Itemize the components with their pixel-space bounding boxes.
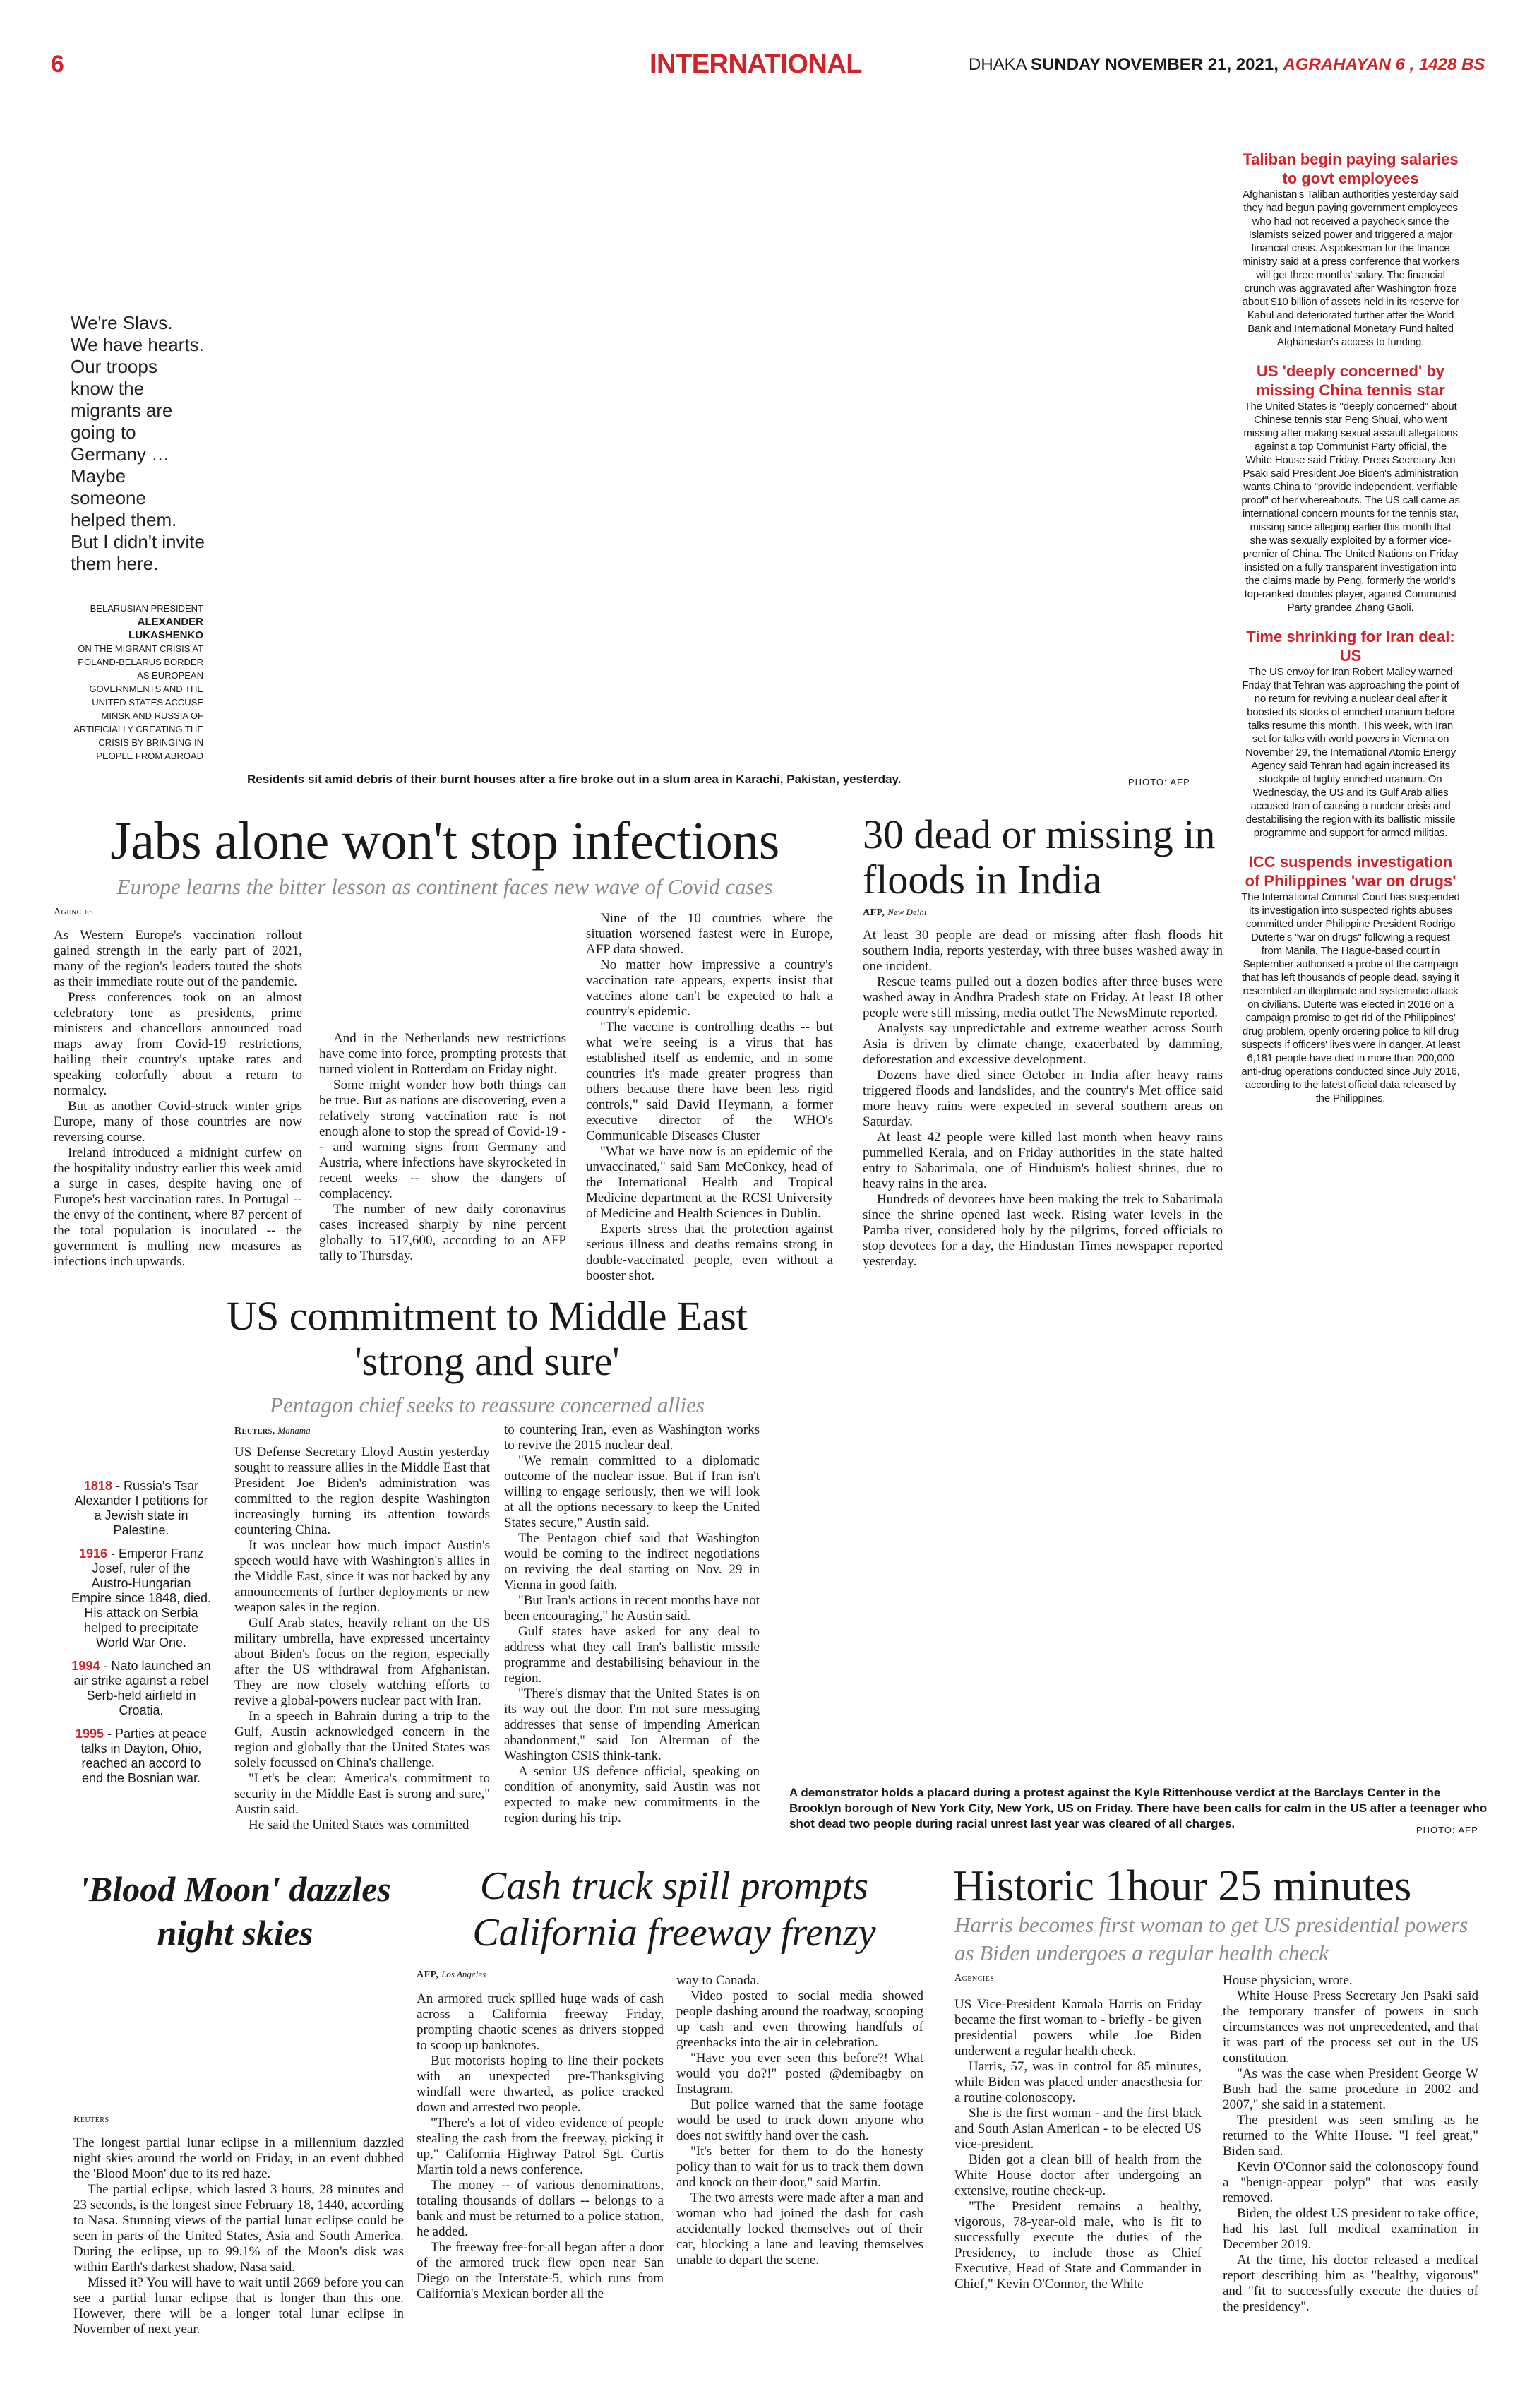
harris-headline: Historic 1hour 25 minutes: [953, 1862, 1412, 1910]
paragraph: And in the Netherlands new restrictions have come into force, prompting protests that turned violent in Rotterdam on Friday night.: [319, 1031, 566, 1077]
paragraph: The Pentagon chief said that Washington would be coming to the indirect negotiations on reviving the deal starting on Nov. 29 in Vienna in good faith.: [504, 1531, 760, 1592]
paragraph: The president was seen smiling as he returned to the White House. "I feel great," Biden said.: [1223, 2113, 1478, 2159]
floods-agency: AFP,: [863, 907, 885, 918]
jabs-col2: [319, 1031, 566, 1264]
paragraph: Gulf Arab states, heavily reliant on the US military umbrella, have expressed uncertainty about Biden's focus on the region, especially after the US withdrawal from Afghanistan. They are now closely watching efforts to revive a global-powers nuclear pact with Iran.: [234, 1616, 490, 1708]
paragraph: "It's better for them to do the honesty policy than to wait for us to track them down and knock on their door," said Martin.: [676, 2144, 923, 2190]
paragraph: "There's dismay that the United States is on its way out the door. I'm not sure messaging addresses that sense of impending American abandonment," said Jon Alterman of the Washington CSIS think-tank.: [504, 1686, 760, 1763]
cash-col1: [417, 1991, 664, 2302]
us-mideast-headline: US commitment to Middle East 'strong and sure': [227, 1293, 748, 1384]
paragraph: Gulf states have asked for any deal to address what they call Iran's ballistic missile programme and destabilising behaviour in the region.: [504, 1624, 760, 1686]
paragraph: In a speech in Bahrain during a trip to the Gulf, Austin acknowledged concern in the region and globally that the United States was solely focussed on China's challenge.: [234, 1709, 490, 1770]
timeline-year: 1994: [71, 1659, 100, 1673]
brief-text: The International Criminal Court has suspended its investigation into suspected rights abuses committed under Philippine President Rodrigo Duterte's "war on drugs" following a request from Manila. The Hague-based court in September authorised a probe of the campaign that has left thousands of people dead, saying it resembled an illegitimate and systematic attack on civilians. Duterte was elected in 2016 on a campaign promise to get rid of the Philippines' drug problem, openly ordering police to kill drug suspects if officers' lives were in danger. At least 6,181 people have died in more than 200,000 anti-drug operations conducted since July 2016, according to the latest official data released by the Philippines.: [1241, 891, 1460, 1104]
paragraph: He said the United States was committed: [249, 1818, 469, 1832]
paragraph: Harris, 57, was in control for 85 minutes, while Biden was placed under anaesthesia for a routine colonoscopy.: [954, 2059, 1202, 2105]
section-title: INTERNATIONAL: [650, 49, 862, 79]
paragraph: Biden got a clean bill of health from the White House doctor after undergoing an extensive, routine check-up.: [954, 2152, 1202, 2198]
news-briefs-column: [1241, 150, 1460, 1118]
dateline-city: DHAKA: [969, 55, 1027, 74]
harris-col1: [954, 1997, 1202, 2292]
paragraph: US Defense Secretary Lloyd Austin yesterday sought to reassure allies in the Middle East that President Joe Biden's administration was committed to the region despite Washington increasingly turning its attention towards countering China.: [234, 1445, 490, 1537]
brief-taliban: [1241, 150, 1460, 349]
paragraph: The two arrests were made after a man and woman who had joined the dash for cash accidentally locked themselves out of their car, blocking a lane and leaving themselves unable to depart the scene.: [676, 2191, 923, 2267]
jabs-headline: Jabs alone won't stop infections: [110, 811, 779, 871]
jabs-subhead: Europe learns the bitter lesson as continent faces new wave of Covid cases: [116, 874, 773, 899]
paragraph: But as another Covid-struck winter grips Europe, many of those countries are now reversing course.: [54, 1099, 302, 1145]
cash-headline: Cash truck spill prompts California freeway frenzy: [472, 1864, 876, 1955]
cash-agency: AFP,: [417, 1969, 439, 1980]
paragraph: Nine of the 10 countries where the situation worsened fastest were in Europe, AFP data showed.: [586, 911, 833, 957]
brief-text: Afghanistan's Taliban authorities yesterday said they had begun paying government employees who had not received a paycheck since the Islamists seized power and triggered a major financial crisis. A spokesman for the finance ministry said at a press conference that workers will get three months' salary. The financial crunch was aggravated after Washington froze about $10 billion of assets held in its reserve for Kabul and deteriorated further after the World Bank and International Monetary Fund halted Afghanistan's access to funding.: [1241, 189, 1460, 348]
moon-agency: Reuters: [73, 2114, 109, 2125]
paragraph: Kevin O'Connor said the colonoscopy found a "benign-appear polyp" that was easily removed.: [1223, 2159, 1478, 2205]
timeline-item: [71, 1659, 212, 1718]
quote-attrib-context: ON THE MIGRANT CRISIS AT POLAND-BELARUS BORDER AS EUROPEAN GOVERNMENTS AND THE UNITED STATES ACCUSE MINSK AND RUSSIA OF ARTIFICIALLY CREATING THE CRISIS BY BRINGING IN PEOPLE FROM ABROAD: [73, 643, 203, 761]
brief-headline: Time shrinking for Iran deal: US: [1246, 628, 1455, 664]
floods-headline: 30 dead or missing in floods in India: [863, 811, 1216, 902]
paragraph: But motorists hoping to line their pockets with an unexpected pre-Thanksgiving windfall were thwarted, as police cracked down and arrested two people.: [417, 2054, 664, 2115]
floods-body: [863, 928, 1223, 1270]
paragraph: White House Press Secretary Jen Psaki said the temporary transfer of powers in such circumstances was not unprecedented, and that it was part of the process set out in the US constitution.: [1223, 1989, 1478, 2066]
paragraph: The number of new daily coronavirus cases increased sharply by nine percent globally to 517,600, according to an AFP tally to Thursday.: [319, 1202, 566, 1263]
timeline-year: 1818: [83, 1479, 112, 1493]
cash-col2: [676, 1973, 923, 2268]
quote-attrib-name: ALEXANDER LUKASHENKO: [128, 616, 203, 641]
us-mideast-location: Manama: [277, 1425, 311, 1436]
cash-location: Los Angeles: [441, 1969, 486, 1979]
brief-peng-shuai: [1241, 362, 1460, 614]
brief-iran: [1241, 627, 1460, 840]
paragraph: The freeway free-for-all began after a door of the armored truck flew open near San Diego on the Interstate-5, which runs from California's Mexican border all the: [417, 2240, 664, 2301]
paragraph: But police warned that the same footage would be used to track down anyone who does not swiftly hand over the cash.: [676, 2097, 923, 2143]
harris-col2: [1223, 1973, 1478, 2315]
paragraph: Press conferences took on an almost celebratory tone as presidents, prime ministers and chancellors announced road maps away from Covid-19 restrictions, hailing their country's uptake rates and speaking colorfully about a return to normalcy.: [54, 990, 302, 1098]
timeline-item: [71, 1546, 212, 1650]
floods-location: New Delhi: [887, 907, 927, 917]
paragraph: "What we have now is an epidemic of the unvaccinated," said Sam McConkey, head of the International Health and Tropical Medicine department at the RCSI University of Medicine and Health Sciences in Dublin.: [586, 1144, 833, 1221]
harris-agency: Agencies: [954, 1973, 995, 1984]
paragraph: "But Iran's actions in recent months have not been encouraging," he Austin said.: [504, 1593, 760, 1623]
photo-caption-protest: A demonstrator holds a placard during a protest against the Kyle Rittenhouse verdict at the Barclays Center in the Brooklyn borough of New York City, New York, US on Friday. There have been calls for calm in the US after a teenager who shot dead two people during racial unrest last year was cleared of all charges.: [789, 1786, 1488, 1830]
paragraph: "The vaccine is controlling deaths -- but what we're seeing is a virus that has established itself as endemic, and in some countries it's made greater progress than others because there have been less rigid controls," said David Heymann, a former executive director of the WHO's Communicable Diseases Cluster: [586, 1020, 833, 1143]
photo-protest: [784, 1285, 1490, 1780]
paragraph: "We remain committed to a diplomatic outcome of the nuclear issue. But if Iran isn't willing to engage seriously, then we will look at all the options necessary to keep the United States secure," Austin said.: [504, 1453, 760, 1530]
paragraph: At the time, his doctor released a medical report describing him as "healthy, vigorous" and "fit to successfully execute the duties of the presidency".: [1223, 2253, 1478, 2314]
page-number: 6: [51, 51, 64, 78]
floods-byline: [863, 907, 926, 919]
brief-headline: Taliban begin paying salaries to govt employees: [1243, 150, 1459, 187]
paragraph: "Have you ever seen this before?! What would you do?!" posted @demibagby on Instagram.: [676, 2051, 923, 2097]
paragraph: way to Canada.: [676, 1973, 760, 1988]
timeline-text: - Nato launched an air strike against a rebel Serb-held airfield in Croatia.: [73, 1659, 211, 1717]
paragraph: The money -- of various denominations, totaling thousands of dollars -- belongs to a bank and must be returned to a police station, he added.: [417, 2178, 664, 2239]
paragraph: House physician, wrote.: [1223, 1973, 1353, 1988]
quote-text: We're Slavs. We have hearts. Our troops know the migrants are going to Germany … Maybe someone helped them. But I didn't invite them here.: [71, 312, 205, 574]
paragraph: No matter how impressive a country's vaccination rate appears, experts insist that vaccines alone can't be expected to halt a country's epidemic.: [586, 958, 833, 1019]
timeline-item: [71, 1479, 212, 1538]
paragraph: Experts stress that the protection against serious illness and deaths remains strong in double-vaccinated people, even without a booster shot.: [586, 1222, 833, 1283]
paragraph: "Let's be clear: America's commitment to security in the Middle East is strong and sure," Austin said.: [234, 1771, 490, 1817]
paragraph: Missed it? You will have to wait until 2669 before you can see a partial lunar eclipse that is longer than this one. However, there will be a longer total lunar eclipse in November of next year.: [73, 2275, 404, 2337]
paragraph: As Western Europe's vaccination rollout gained strength in the early part of 2021, many of the region's leaders touted the shots as their immediate route out of the pandemic.: [54, 928, 302, 989]
moon-headline: 'Blood Moon' dazzles night skies: [79, 1869, 391, 1953]
brief-icc: [1241, 852, 1460, 1105]
paragraph: It was unclear how much impact Austin's speech would have with Washington's allies in the Middle East, since it was not backed by any announcements of further deployments or new weapon sales in the region.: [234, 1538, 490, 1615]
quote-attrib-title: BELARUSIAN PRESIDENT: [90, 603, 203, 614]
paragraph: At least 30 people are dead or missing after flash floods hit southern India, reports yesterday, with three buses washed away in one incident.: [863, 928, 1223, 974]
paragraph: "The President remains a healthy, vigorous, 78-year-old male, who is fit to successfully execute the duties of the Presidency, to include those as Chief Executive, Head of State and Commander in Chief," Kevin O'Connor, the White: [954, 2199, 1202, 2291]
paragraph: Biden, the oldest US president to take office, had his last full medical examination in December 2019.: [1223, 2206, 1478, 2252]
paragraph: She is the first woman - and the first black and South Asian American - to be elected US vice-president.: [954, 2106, 1202, 2152]
paragraph: Ireland introduced a midnight curfew on the hospitality industry earlier this week amid a surge in cases, despite having one of Europe's best vaccination rates. In Portugal -- the envy of the continent, where 87 percent of the total population is inoculated -- the government is mulling new measures as infections inch upwards.: [54, 1145, 302, 1269]
photo-credit-protest: PHOTO: AFP: [1416, 1825, 1478, 1835]
us-mideast-subhead: Pentagon chief seeks to reassure concerned allies: [270, 1393, 705, 1417]
history-timeline: [71, 1479, 212, 1794]
paragraph: An armored truck spilled huge wads of cash across a California freeway Friday, prompting chaotic scenes as drivers stopped to scoop up banknotes.: [417, 1991, 664, 2053]
paragraph: US Vice-President Kamala Harris on Friday became the first woman to - briefly - be given presidential powers while Joe Biden underwent a regular health check.: [954, 1997, 1202, 2058]
paragraph: "There's a lot of video evidence of people stealing the cash from the freeway, picking it up," California Highway Patrol Sgt. Curtis Martin told a news conference.: [417, 2116, 664, 2177]
moon-body: [73, 2135, 404, 2337]
timeline-item: [71, 1727, 212, 1786]
paragraph: At least 42 people were killed last month when heavy rains pummelled Kerala, and on Friday authorities in the state halted entry to Sabarimala, one of Hinduism's holiest shrines, due to heavy rains in the area.: [863, 1130, 1223, 1191]
timeline-year: 1995: [75, 1727, 104, 1741]
dateline-bengali: AGRAHAYAN 6 , 1428 BS: [1283, 55, 1485, 74]
paragraph: Rescue teams pulled out a dozen bodies after three buses were washed away in Andhra Pradesh state on Friday. At least 18 other people were still missing, media outlet The NewsMinute reported.: [863, 974, 1223, 1020]
paragraph: Hundreds of devotees have been making the trek to Sabarimala since the shrine opened last week. Rising water levels in the Pamba river, considered holy by the pilgrims, forced officials to stop devotees for a day, the Hindustan Times newspaper reported yesterday.: [863, 1192, 1223, 1269]
quote-attribution: [71, 602, 203, 763]
paragraph: A senior US defence official, speaking on condition of anonymity, said Austin was not expected to make new commitments in the region during his trip.: [504, 1764, 760, 1825]
photo-karachi: [42, 99, 1228, 756]
us-mideast-byline: [234, 1425, 311, 1437]
paragraph: Video posted to social media showed people dashing around the roadway, scooping up cash and even throwing handfuls of greenbacks into the air in celebration.: [676, 1989, 923, 2050]
paragraph: Dozens have died since October in India after heavy rains triggered floods and landslides, and the country's Met office said more heavy rains were expected in several southern areas on Saturday.: [863, 1068, 1223, 1129]
harris-subhead: Harris becomes first woman to get US presidential powers as Biden undergoes a regular health check: [954, 1912, 1468, 1965]
jabs-col1: [54, 928, 302, 1270]
timeline-year: 1916: [78, 1546, 107, 1561]
jabs-agency: Agencies: [54, 907, 94, 917]
jabs-col3: [586, 911, 833, 1284]
paragraph: to countering Iran, even as Washington works to revive the 2015 nuclear deal.: [504, 1422, 760, 1453]
timeline-text: - Parties at peace talks in Dayton, Ohio, reached an accord to end the Bosnian war.: [80, 1727, 208, 1785]
cash-byline: [417, 1969, 486, 1981]
us-mideast-col1: [234, 1445, 490, 1833]
paragraph: The partial eclipse, which lasted 3 hours, 28 minutes and 23 seconds, is the longest since February 18, 1440, according to Nasa. Stunning views of the partial lunar eclipse could be seen in parts of the United States, Asia and South America. During the eclipse, up to 99.1% of the Moon's disk was within Earth's darkest shadow, Nasa said.: [73, 2182, 404, 2275]
paragraph: Analysts say unpredictable and extreme weather across South Asia is driven by climate change, exacerbated by damming, deforestation and excessive development.: [863, 1021, 1223, 1067]
photo-caption-karachi: Residents sit amid debris of their burnt houses after a fire broke out in a slum area in Karachi, Pakistan, yesterday.: [247, 773, 902, 786]
timeline-text: - Russia's Tsar Alexander I petitions for a Jewish state in Palestine.: [74, 1479, 208, 1537]
photo-credit-karachi: PHOTO: AFP: [1128, 777, 1190, 787]
paragraph: The longest partial lunar eclipse in a millennium dazzled night skies around the world on Friday, in an event dubbed the 'Blood Moon' due to its red haze.: [73, 2135, 404, 2181]
us-mideast-col2: [504, 1422, 760, 1826]
paragraph: Some might wonder how both things can be true. But as nations are discovering, even a relatively strong vaccination rate is not enough alone to stop the spread of Covid-19 -- and warning signs from Germany and Austria, where infections have skyrocketed in recent weeks -- show the dangers of complacency.: [319, 1078, 566, 1201]
brief-headline: ICC suspends investigation of Philippines 'war on drugs': [1245, 853, 1456, 890]
brief-text: The US envoy for Iran Robert Malley warned Friday that Tehran was approaching the point of no return for reviving a nuclear deal after it boosted its stocks of enriched uranium before talks resume this month. This week, with Iran set for talks with world powers in Vienna on November 29, the International Atomic Energy Agency said Tehran had again increased its stockpile of highly enriched uranium. On Wednesday, the US and its Gulf Arab allies accused Iran of causing a nuclear crisis and destabilising the region with its ballistic missile programme and support for armed militias.: [1242, 666, 1459, 839]
brief-headline: US 'deeply concerned' by missing China tennis star: [1256, 362, 1445, 399]
timeline-text: - Emperor Franz Josef, ruler of the Austro-Hungarian Empire since 1848, died. His attack on Serbia helped to precipitate World War One.: [71, 1546, 212, 1650]
dateline: [969, 55, 1485, 75]
dateline-date: SUNDAY NOVEMBER 21, 2021,: [1031, 55, 1279, 74]
paragraph: "As was the case when President George W Bush had the same procedure in 2002 and 2007," she said in a statement.: [1223, 2066, 1478, 2112]
brief-text: The United States is "deeply concerned" about Chinese tennis star Peng Shuai, who went missing after making sexual assault allegations against a top Communist Party official, the White House said Friday. Press Secretary Jen Psaki said President Joe Biden's administration wants China to "provide independent, verifiable proof" of her whereabouts. The US call came as international concern mounts for the tennis star, missing since alleging earlier this month that she was sexually exploited by a former vice-premier of China. The United Nations on Friday insisted on a fully transparent investigation into the claims made by Peng, formerly the world's top-ranked doubles player, against Communist Party grandee Zhang Gaoli.: [1241, 400, 1460, 614]
us-mideast-agency: Reuters,: [234, 1426, 275, 1436]
